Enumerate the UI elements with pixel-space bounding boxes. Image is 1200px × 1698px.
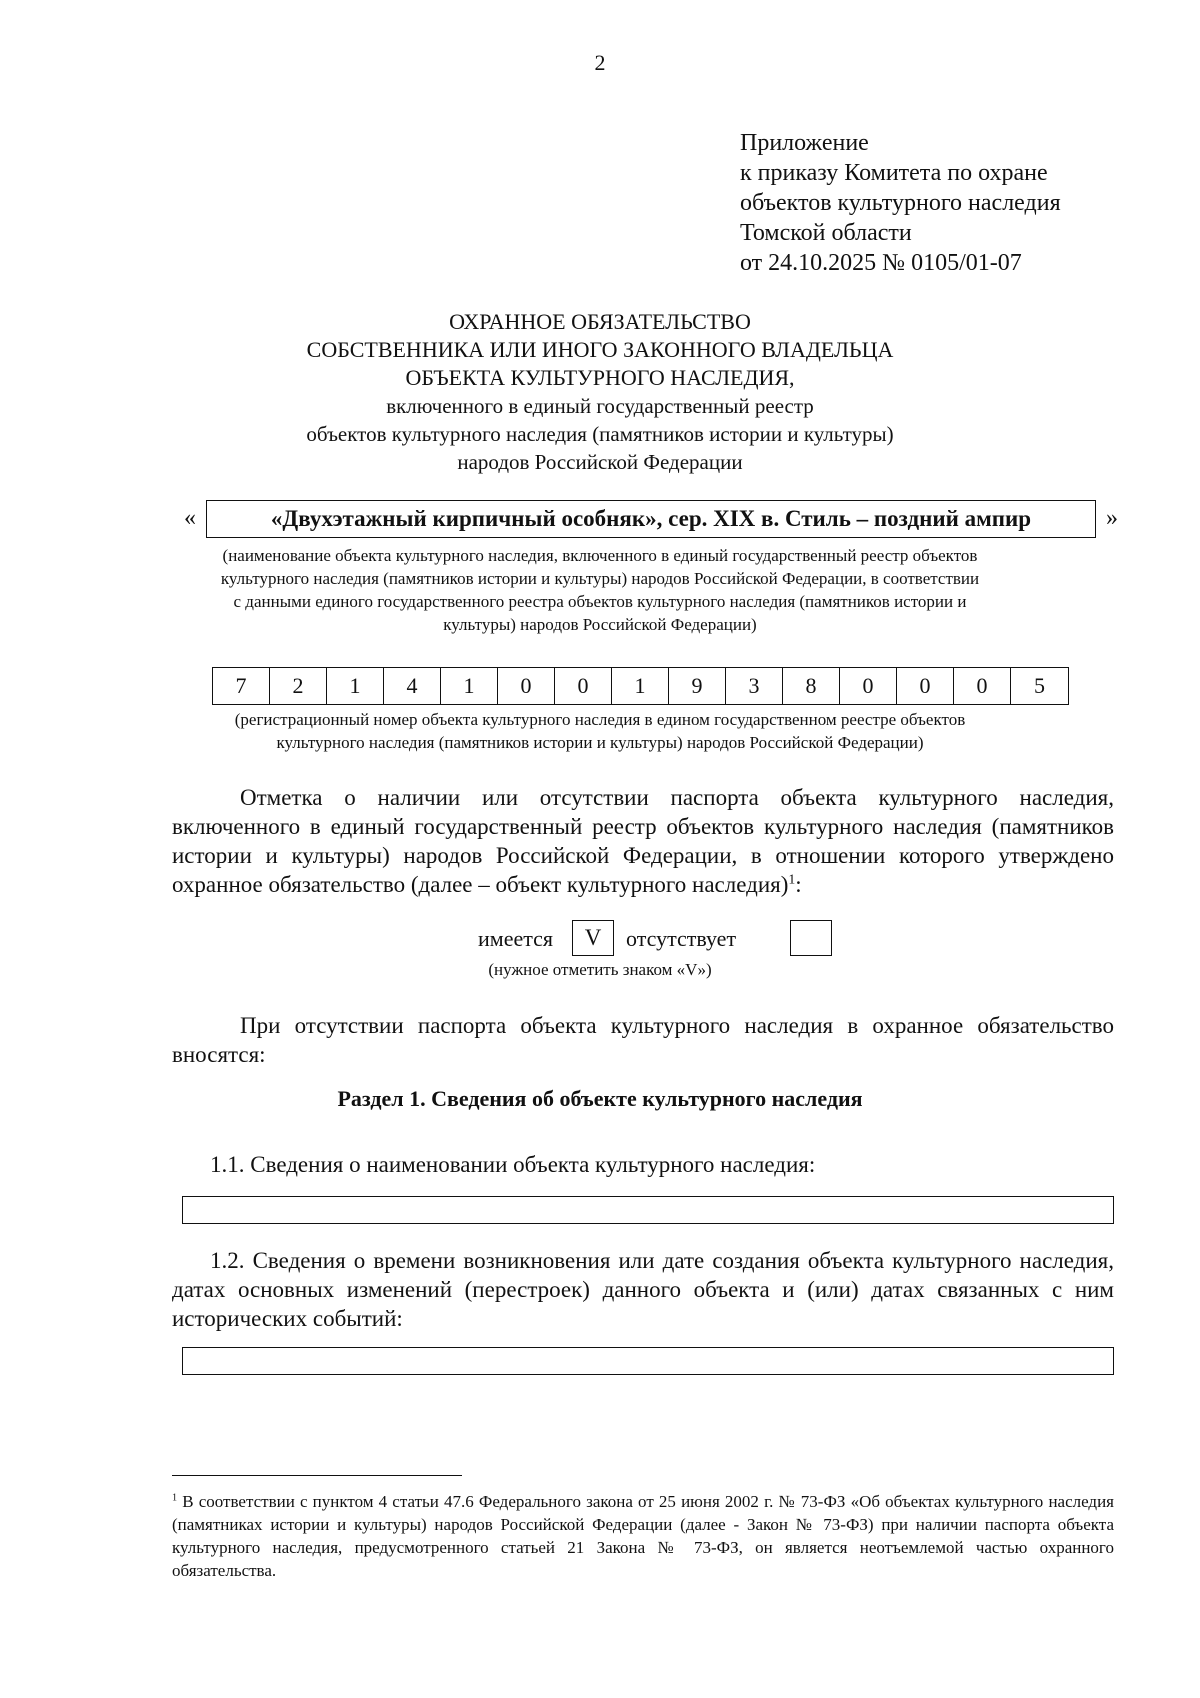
reg-digit-cell[interactable]: 1 bbox=[327, 668, 384, 704]
reg-digit-cell[interactable]: 3 bbox=[726, 668, 783, 704]
passport-paragraph bbox=[172, 783, 1114, 899]
title-line: ОБЪЕКТА КУЛЬТУРНОГО НАСЛЕДИЯ, bbox=[405, 365, 795, 390]
absent-checkbox[interactable] bbox=[790, 920, 832, 956]
absence-note-text: При отсутствии паспорта объекта культурного наследия в охранное обязательство вносятся: bbox=[172, 1013, 1114, 1067]
footnote bbox=[172, 1490, 1114, 1582]
reg-digit-cell[interactable]: 0 bbox=[555, 668, 612, 704]
reg-digit-cell[interactable]: 5 bbox=[1034, 673, 1045, 698]
object-dates-input[interactable] bbox=[182, 1347, 1114, 1375]
passport-paragraph-text: Отметка о наличии или отсутствии паспорта объекта культурного наследия, включенного в единый государственный реестр объектов культурного наследия (памятников истории и культуры) народов Российской Федерации, в отношении которого утверждено охранное обязательство (далее – объект культурного наследия) bbox=[172, 785, 1114, 897]
appendix-line: объектов культурного наследия bbox=[740, 190, 1061, 216]
item-number: 1.2. bbox=[210, 1248, 245, 1273]
item-text: Сведения о наименовании объекта культурного наследия: bbox=[250, 1152, 816, 1177]
appendix-line: Томской области bbox=[740, 220, 912, 246]
registration-number-grid bbox=[212, 667, 1069, 705]
footnote-divider bbox=[172, 1475, 462, 1476]
appendix-line: Приложение bbox=[740, 130, 869, 156]
document-title bbox=[0, 308, 1200, 476]
item-1-1 bbox=[210, 1150, 1114, 1179]
reg-digit-cell[interactable]: 8 bbox=[783, 668, 840, 704]
caption-line: культурного наследия (памятников истории и культуры) народов Российской Федерации) bbox=[276, 733, 924, 752]
reg-digit-cell[interactable]: 2 bbox=[270, 668, 327, 704]
reg-digit-cell[interactable]: 1 bbox=[612, 668, 669, 704]
caption-line: культуры) народов Российской Федерации) bbox=[443, 615, 757, 634]
reg-digit-cell[interactable]: 0 bbox=[498, 668, 555, 704]
appendix-date-line: от 24.10.2025 № 0105/01-07 bbox=[740, 250, 1022, 276]
title-subline: объектов культурного наследия (памятников истории и культуры) bbox=[306, 422, 894, 446]
object-name-input[interactable] bbox=[182, 1196, 1114, 1224]
reg-digit-cell[interactable]: 4 bbox=[384, 668, 441, 704]
absent-label: отсутствует bbox=[626, 926, 737, 951]
section-heading: Раздел 1. Сведения об объекте культурного наследия bbox=[337, 1086, 863, 1111]
caption-line: культурного наследия (памятников истории и культуры) народов Российской Федерации, в соответствии bbox=[220, 569, 980, 588]
present-checkbox[interactable]: V bbox=[572, 920, 614, 956]
reg-digit-cell[interactable]: 9 bbox=[669, 668, 726, 704]
open-quote: « bbox=[184, 505, 196, 531]
item-1-2 bbox=[172, 1246, 1114, 1333]
reg-digit-cell[interactable]: 7 bbox=[213, 668, 270, 704]
footnote-reference: 1 bbox=[788, 871, 796, 887]
item-number: 1.1. bbox=[210, 1152, 245, 1177]
registration-caption bbox=[0, 708, 1200, 754]
close-quote: » bbox=[1106, 505, 1118, 531]
object-name-field[interactable]: «Двухэтажный кирпичный особняк», сер. XIX в. Стиль – поздний ампир bbox=[206, 500, 1096, 538]
title-subline: включенного в единый государственный реестр bbox=[386, 394, 814, 418]
title-line: ОХРАННОЕ ОБЯЗАТЕЛЬСТВО bbox=[449, 309, 751, 334]
title-subline: народов Российской Федерации bbox=[457, 450, 743, 474]
footnote-marker: 1 bbox=[172, 1492, 178, 1504]
checkbox-hint: (нужное отметить знаком «V») bbox=[488, 960, 712, 979]
reg-digit-cell[interactable]: 0 bbox=[840, 668, 897, 704]
appendix-block bbox=[740, 128, 1061, 278]
caption-line: с данными единого государственного реестра объектов культурного наследия (памятников истории и bbox=[233, 592, 967, 611]
caption-line: (наименование объекта культурного наследия, включенного в единый государственный реестр объектов bbox=[222, 546, 978, 565]
object-name-caption bbox=[0, 544, 1200, 636]
title-line: СОБСТВЕННИКА ИЛИ ИНОГО ЗАКОННОГО ВЛАДЕЛЬЦА bbox=[306, 337, 894, 362]
absence-note bbox=[172, 1011, 1114, 1069]
present-label: имеется bbox=[478, 926, 553, 951]
page-number: 2 bbox=[594, 50, 606, 75]
paragraph-colon: : bbox=[795, 872, 802, 897]
appendix-line: к приказу Комитета по охране bbox=[740, 160, 1048, 186]
reg-digit-cell[interactable]: 1 bbox=[441, 668, 498, 704]
reg-digit-cell[interactable]: 0 bbox=[954, 668, 1011, 704]
item-text: Сведения о времени возникновения или дате создания объекта культурного наследия, датах основных изменений (перестроек) данного объекта и (или) датах связанных с ним исторических событий: bbox=[172, 1248, 1115, 1331]
reg-digit-cell[interactable]: 0 bbox=[897, 668, 954, 704]
caption-line: (регистрационный номер объекта культурного наследия в едином государственном реестре объектов bbox=[234, 710, 966, 729]
footnote-text: В соответствии с пунктом 4 статьи 47.6 Федерального закона от 25 июня 2002 г. № 73-ФЗ «Об объектах культурного наследия (памятниках истории и культуры) народов Российской Федерации (далее - Закон № 73-ФЗ) при наличии паспорта объекта культурного наследия, предусмотренного статьей 21 Закона № 73-ФЗ, он является неотъемлемой частью охранного обязательства. bbox=[172, 1492, 1114, 1580]
